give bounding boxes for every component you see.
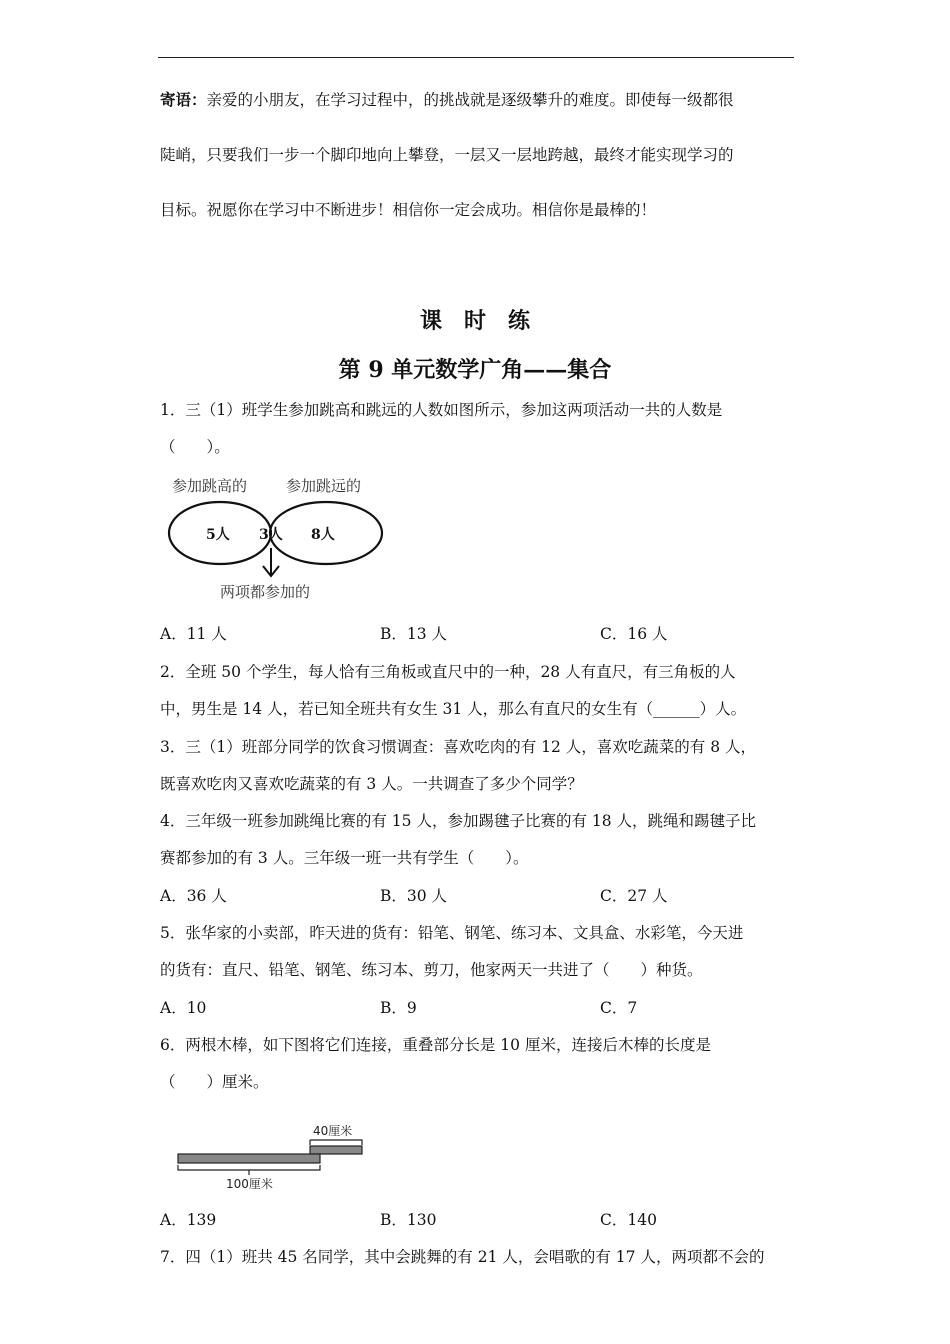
venn-middle-value: 3人 [259, 527, 283, 543]
q5-option-c[interactable]: C．7 [600, 999, 638, 1017]
q5-option-b[interactable]: B．9 [380, 999, 417, 1017]
intro-line-2: 陡峭，只要我们一步一个脚印地向上攀登，一层又一层地跨越，最终才能实现学习的 [160, 146, 734, 164]
q5-line-1: 5．张华家的小卖部，昨天进的货有：铅笔、钢笔、练习本、文具盒、水彩笔，今天进 [160, 924, 744, 942]
q7-line-1: 7．四（1）班共 45 名同学，其中会跳舞的有 21 人，会唱歌的有 17 人，两项都不会的 [160, 1248, 765, 1266]
q6-option-b[interactable]: B．130 [380, 1211, 437, 1229]
intro-line-1 [160, 90, 800, 110]
venn-left-value: 5人 [206, 527, 230, 543]
intro-text-1: 亲爱的小朋友，在学习过程中，的挑战就是逐级攀升的难度。即使每一级都很 [206, 91, 734, 109]
stick-bottom-label: 100厘米 [226, 1177, 273, 1191]
q4-option-b[interactable]: B．30 人 [380, 887, 448, 905]
q1-venn-diagram [160, 468, 400, 610]
header-rule [158, 57, 794, 58]
q2-line-2: 中，男生是 14 人，若已知全班共有女生 31 人，那么有直尺的女生有（______）人。 [160, 700, 747, 718]
page-title: 课时练 [419, 308, 552, 334]
stick-short [310, 1146, 362, 1154]
stick-bottom-bracket [178, 1165, 320, 1170]
venn-right-value: 8人 [311, 527, 335, 543]
q6-line-1: 6．两根木棒，如下图将它们连接，重叠部分长是 10 厘米，连接后木棒的长度是 [160, 1036, 711, 1054]
q4-line-2: 赛都参加的有 3 人。三年级一班一共有学生（ ）。 [160, 849, 529, 867]
q3-line-2: 既喜欢吃肉又喜欢吃蔬菜的有 3 人。一共调查了多少个同学？ [160, 775, 583, 793]
q1-option-b[interactable]: B．13 人 [380, 625, 448, 643]
q2-line-1: 2．全班 50 个学生，每人恰有三角板或直尺中的一种，28 人有直尺，有三角板的人 [160, 663, 736, 681]
q6-option-c[interactable]: C．140 [600, 1211, 657, 1229]
q4-option-c[interactable]: C．27 人 [600, 887, 668, 905]
q6-option-a[interactable]: A．139 [160, 1211, 217, 1229]
venn-right-label: 参加跳远的 [286, 477, 362, 495]
q5-option-a[interactable]: A．10 [160, 999, 207, 1017]
q6-stick-diagram [170, 1118, 370, 1194]
venn-left-label: 参加跳高的 [172, 477, 248, 495]
q6-line-2: （ ）厘米。 [160, 1073, 269, 1091]
q4-line-1: 4．三年级一班参加跳绳比赛的有 15 人，参加踢毽子比赛的有 18 人，跳绳和踢毽子比 [160, 812, 757, 830]
q1-option-a[interactable]: A．11 人 [160, 625, 227, 643]
venn-bottom-label: 两项都参加的 [220, 583, 311, 601]
stick-top-label: 40厘米 [313, 1124, 353, 1138]
stick-top-bracket [310, 1140, 362, 1145]
intro-line-3: 目标。祝愿你在学习中不断进步！相信你一定会成功。相信你是最棒的！ [160, 201, 657, 219]
q1-line-2: （ ）。 [160, 438, 230, 456]
stick-long [178, 1154, 320, 1163]
page-subtitle: 第 9 单元数学广角——集合 [338, 357, 612, 383]
q4-option-a[interactable]: A．36 人 [160, 887, 227, 905]
intro-label: 寄语： [160, 90, 207, 109]
q5-line-2: 的货有：直尺、铅笔、钢笔、练习本、剪刀，他家两天一共进了（ ）种货。 [160, 961, 703, 979]
q1-line-1: 1．三（1）班学生参加跳高和跳远的人数如图所示，参加这两项活动一共的人数是 [160, 401, 723, 419]
q3-line-1: 3．三（1）班部分同学的饮食习惯调查：喜欢吃肉的有 12 人，喜欢吃蔬菜的有 8 人， [160, 738, 757, 756]
q1-option-c[interactable]: C．16 人 [600, 625, 668, 643]
